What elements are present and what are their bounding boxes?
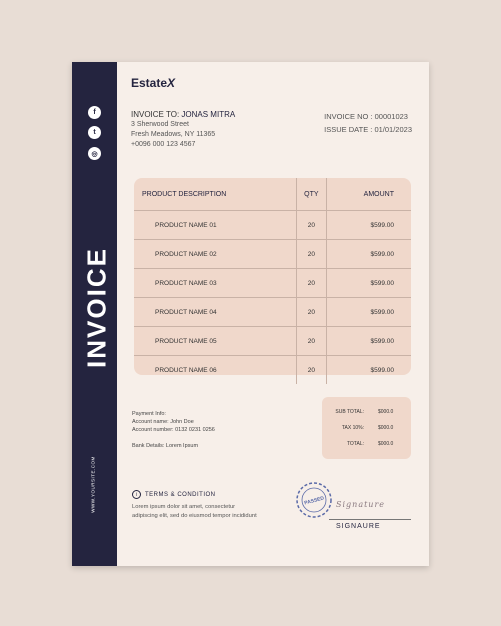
sidebar (72, 62, 117, 566)
issue-date: ISSUE DATE : 01/01/2023 (324, 125, 412, 134)
website-text[interactable]: WWW.YOURSITE.COM (90, 456, 96, 513)
signature-script: Signature (336, 500, 386, 509)
invoice-number: INVOICE NO : 00001023 (324, 112, 408, 121)
invoice-meta (324, 110, 412, 136)
address-line-2: Fresh Meadows, NY 11365 (131, 131, 216, 138)
total-row: TOTAL: $000.0 (346, 441, 394, 447)
table-row: PRODUCT NAME 02 20 $599.00 (134, 240, 411, 269)
payment-title: Payment Info: (132, 411, 166, 417)
invoice-document (72, 62, 429, 566)
terms-heading: i TERMS & CONDITION (132, 490, 216, 499)
phone: +0096 000 123 4567 (131, 141, 196, 148)
tax-row: TAX 10%: $000.0 (341, 425, 394, 431)
client-name: JONAS MITRA (181, 110, 236, 119)
table-row: PRODUCT NAME 06 20 $599.00 (134, 356, 411, 385)
totals-box (322, 397, 411, 459)
table-row: PRODUCT NAME 05 20 $599.00 (134, 327, 411, 356)
header-amount: AMOUNT (326, 178, 411, 211)
instagram-icon[interactable]: ◎ (88, 147, 101, 160)
info-icon: i (132, 490, 141, 499)
address-line-1: 3 Sherwood Street (131, 121, 189, 128)
terms-text: Lorem ipsum dolor sit amet, consectetur adipiscing elit, sed do eiusmod tempor incididunt (132, 504, 257, 519)
bank-details: Bank Details: Lorem Ipsum (132, 443, 199, 449)
table-row: PRODUCT NAME 04 20 $599.00 (134, 298, 411, 327)
passed-stamp-icon (294, 480, 334, 520)
stamp-text: PASSED (303, 495, 325, 507)
facebook-icon[interactable]: f (88, 106, 101, 119)
bill-to-label: INVOICE TO: (131, 110, 180, 119)
bill-to-block (131, 110, 235, 150)
account-name: Account name: John Doe (132, 419, 194, 425)
signature-label: SIGNAURE (336, 523, 381, 530)
twitter-icon[interactable]: t (88, 126, 101, 139)
signature-line (329, 519, 411, 520)
table-row: PRODUCT NAME 01 20 $599.00 (134, 211, 411, 240)
account-number: Account number: 0132 0231 0256 (132, 427, 215, 433)
brand-logo: EstateX (131, 76, 176, 90)
product-table (134, 178, 411, 375)
subtotal-row: SUB TOTAL: $000.0 (335, 409, 394, 415)
header-description: PRODUCT DESCRIPTION (134, 178, 296, 211)
payment-info (132, 410, 215, 450)
header-qty: QTY (296, 178, 326, 211)
table-row: PRODUCT NAME 03 20 $599.00 (134, 269, 411, 298)
vertical-invoice-title: INVOICE (81, 247, 112, 368)
